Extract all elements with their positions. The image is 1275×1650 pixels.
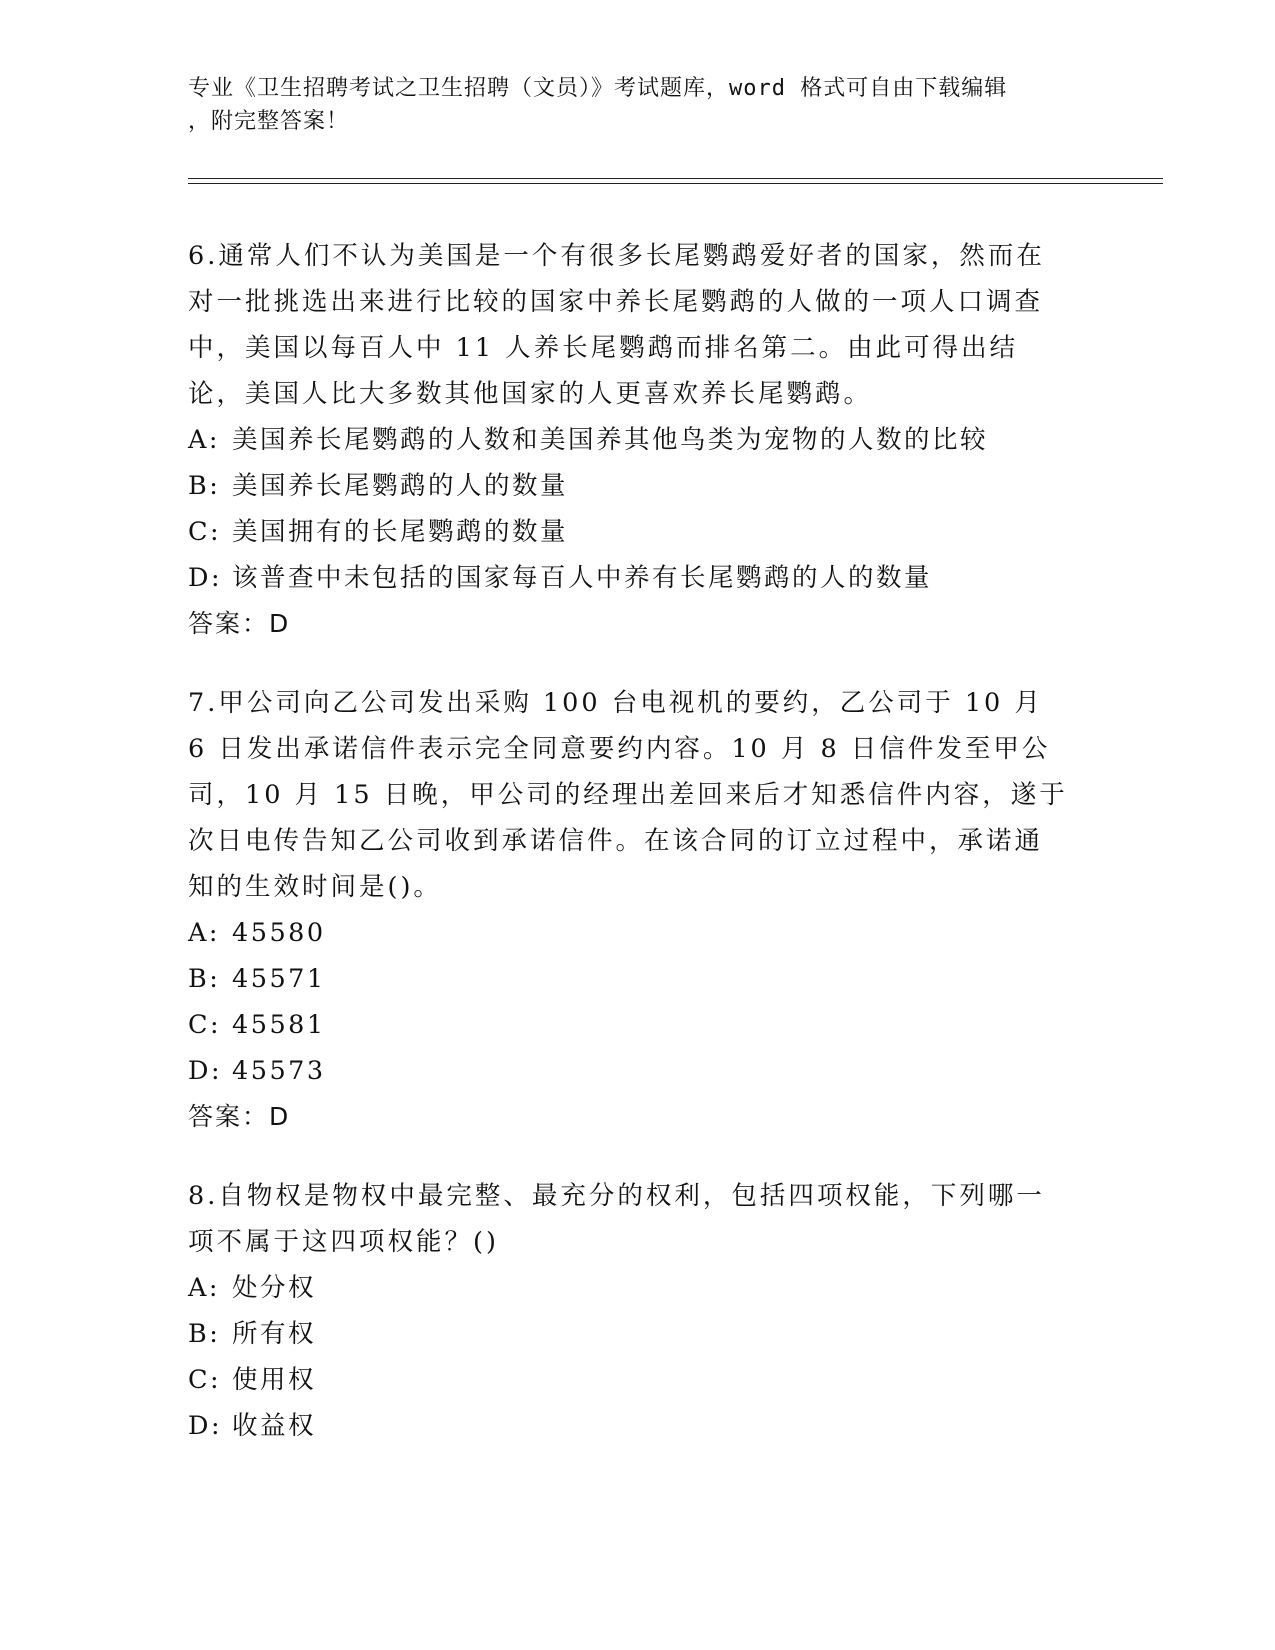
answer-line: 答案：D bbox=[188, 609, 291, 638]
option-letter: D: bbox=[188, 1411, 223, 1441]
option-letter: D: bbox=[188, 563, 223, 593]
option-letter: B: bbox=[188, 1319, 221, 1349]
header-line-2: ，附完整答案！ bbox=[188, 109, 350, 134]
option-c bbox=[188, 1357, 1068, 1403]
question-8 bbox=[188, 1173, 1068, 1449]
question-6 bbox=[188, 233, 1068, 647]
option-letter: B: bbox=[188, 964, 221, 994]
option-letter: C: bbox=[188, 1010, 222, 1040]
option-d bbox=[188, 1403, 1068, 1449]
option-d bbox=[188, 555, 1068, 601]
option-text: 收益权 bbox=[232, 1411, 317, 1441]
option-text: 美国养长尾鹦鹉的人的数量 bbox=[232, 471, 569, 501]
option-text: 美国养长尾鹦鹉的人数和美国养其他鸟类为宠物的人数的比较 bbox=[232, 425, 989, 455]
document-header bbox=[188, 72, 1068, 138]
option-c bbox=[188, 1002, 1068, 1048]
option-letter: C: bbox=[188, 517, 222, 547]
answer-line: 答案：D bbox=[188, 1102, 291, 1131]
option-text: 45571 bbox=[232, 964, 326, 994]
question-list bbox=[188, 233, 1068, 1482]
option-a bbox=[188, 1265, 1068, 1311]
option-text: 该普查中未包括的国家每百人中养有长尾鹦鹉的人的数量 bbox=[232, 563, 933, 593]
option-text: 45580 bbox=[232, 918, 326, 948]
question-text: 7.甲公司向乙公司发出采购 100 台电视机的要约，乙公司于 10 月 6 日发出承诺信件表示完全同意要约内容。10 月 8 日信件发至甲公司，10 月 15 日晚，甲公司的经理出差回来后才知悉信件内容，遂于次日电传告知乙公司收到承诺信件。在该合同的订立过程中，承诺通知的生效时间是()。 bbox=[188, 688, 1068, 902]
option-letter: D: bbox=[188, 1056, 223, 1086]
header-line-1: 专业《卫生招聘考试之卫生招聘（文员）》考试题库，word 格式可自由下载编辑 bbox=[188, 76, 1008, 101]
option-b bbox=[188, 463, 1068, 509]
option-letter: A: bbox=[188, 1273, 221, 1303]
option-a bbox=[188, 417, 1068, 463]
question-7 bbox=[188, 680, 1068, 1140]
option-text: 45581 bbox=[232, 1010, 326, 1040]
option-b bbox=[188, 956, 1068, 1002]
option-text: 45573 bbox=[232, 1056, 326, 1086]
option-d bbox=[188, 1048, 1068, 1094]
option-c bbox=[188, 509, 1068, 555]
option-text: 所有权 bbox=[232, 1319, 317, 1349]
option-text: 使用权 bbox=[232, 1365, 317, 1395]
option-text: 美国拥有的长尾鹦鹉的数量 bbox=[232, 517, 569, 547]
header-divider bbox=[188, 178, 1163, 184]
option-text: 处分权 bbox=[232, 1273, 317, 1303]
option-letter: A: bbox=[188, 918, 221, 948]
option-letter: C: bbox=[188, 1365, 222, 1395]
option-letter: A: bbox=[188, 425, 221, 455]
option-a bbox=[188, 910, 1068, 956]
option-b bbox=[188, 1311, 1068, 1357]
question-text: 8.自物权是物权中最完整、最充分的权利，包括四项权能，下列哪一项不属于这四项权能？() bbox=[188, 1181, 1045, 1257]
question-text: 6.通常人们不认为美国是一个有很多长尾鹦鹉爱好者的国家，然而在对一批挑选出来进行比较的国家中养长尾鹦鹉的人做的一项人口调查中，美国以每百人中 11 人养长尾鹦鹉而排名第二。由此可得出结论，美国人比大多数其他国家的人更喜欢养长尾鹦鹉。 bbox=[188, 241, 1045, 409]
option-letter: B: bbox=[188, 471, 221, 501]
